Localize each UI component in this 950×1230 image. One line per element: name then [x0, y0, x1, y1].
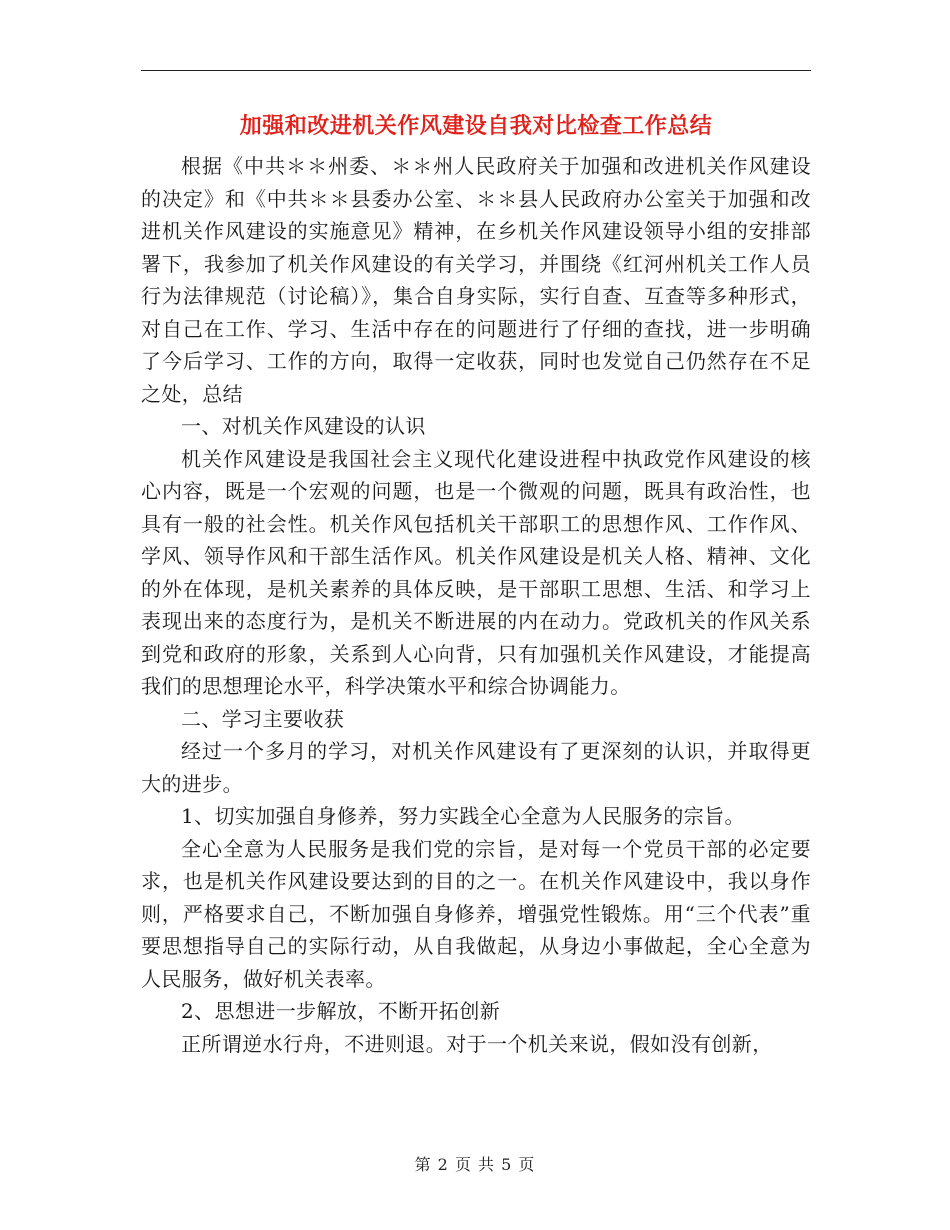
paragraph-section-1: 机关作风建设是我国社会主义现代化建设进程中执政党作风建设的核心内容，既是一个宏观的问题，也是一个微观的问题，既具有政治性，也具有一般的社会性。机关作风包括机关干部职工的思想作风、工作作风、学风、领导作风和干部生活作风。机关作风建设是机关人格、精神、文化的外在体现，是机关素养的具体反映，是干部职工思想、生活、和学习上表现出来的态度行为，是机关不断进展的内在动力。党政机关的作风关系到党和政府的形象，关系到人心向背，只有加强机关作风建设，才能提高我们的思想理论水平，科学决策水平和综合协调能力。: [141, 446, 811, 698]
section-heading-2: 二、学习主要收获: [181, 706, 345, 731]
paragraph-subsection-2: 正所谓逆水行舟，不进则退。对于一个机关来说，假如没有创新，: [181, 1031, 773, 1056]
document-body: [141, 150, 811, 1060]
paragraph-subsection-1: 全心全意为人民服务是我们党的宗旨，是对每一个党员干部的必定要求，也是机关作风建设要达到的目的之一。在机关作风建设中，我以身作则，严格要求自己，不断加强自身修养，增强党性锻炼。用“三个代表”重要思想指导自己的实际行动，从自我做起，从身边小事做起，全心全意为人民服务，做好机关表率。: [141, 836, 811, 991]
paragraph-section-2: 经过一个多月的学习，对机关作风建设有了更深刻的认识，并取得更大的进步。: [141, 739, 811, 796]
subheading-2: 2、思想进一步解放，不断开拓创新: [181, 999, 501, 1023]
document-title: 加强和改进机关作风建设自我对比检查工作总结: [239, 113, 713, 139]
subheading-1: 1、切实加强自身修养，努力实践全心全意为人民服务的宗旨。: [181, 804, 745, 828]
header-rule: [141, 70, 811, 71]
paragraph-intro: 根据《中共＊＊州委、＊＊州人民政府关于加强和改进机关作风建设的决定》和《中共＊＊县委办公室、＊＊县人民政府办公室关于加强和改进机关作风建设的实施意见》精神，在乡机关作风建设领导小组的安排部署下，我参加了机关作风建设的有关学习，并围绕《红河州机关工作人员行为法律规范（讨论稿）》，集合自身实际，实行自查、互查等多种形式，对自己在工作、学习、生活中存在的问题进行了仔细的查找，进一步明确了今后学习、工作的方向，取得一定收获，同时也发觉自己仍然存在不足之处，总结: [141, 154, 811, 406]
section-heading-1: 一、对机关作风建设的认识: [181, 414, 426, 438]
page-footer: 第 2 页 共 5 页: [414, 1155, 536, 1174]
